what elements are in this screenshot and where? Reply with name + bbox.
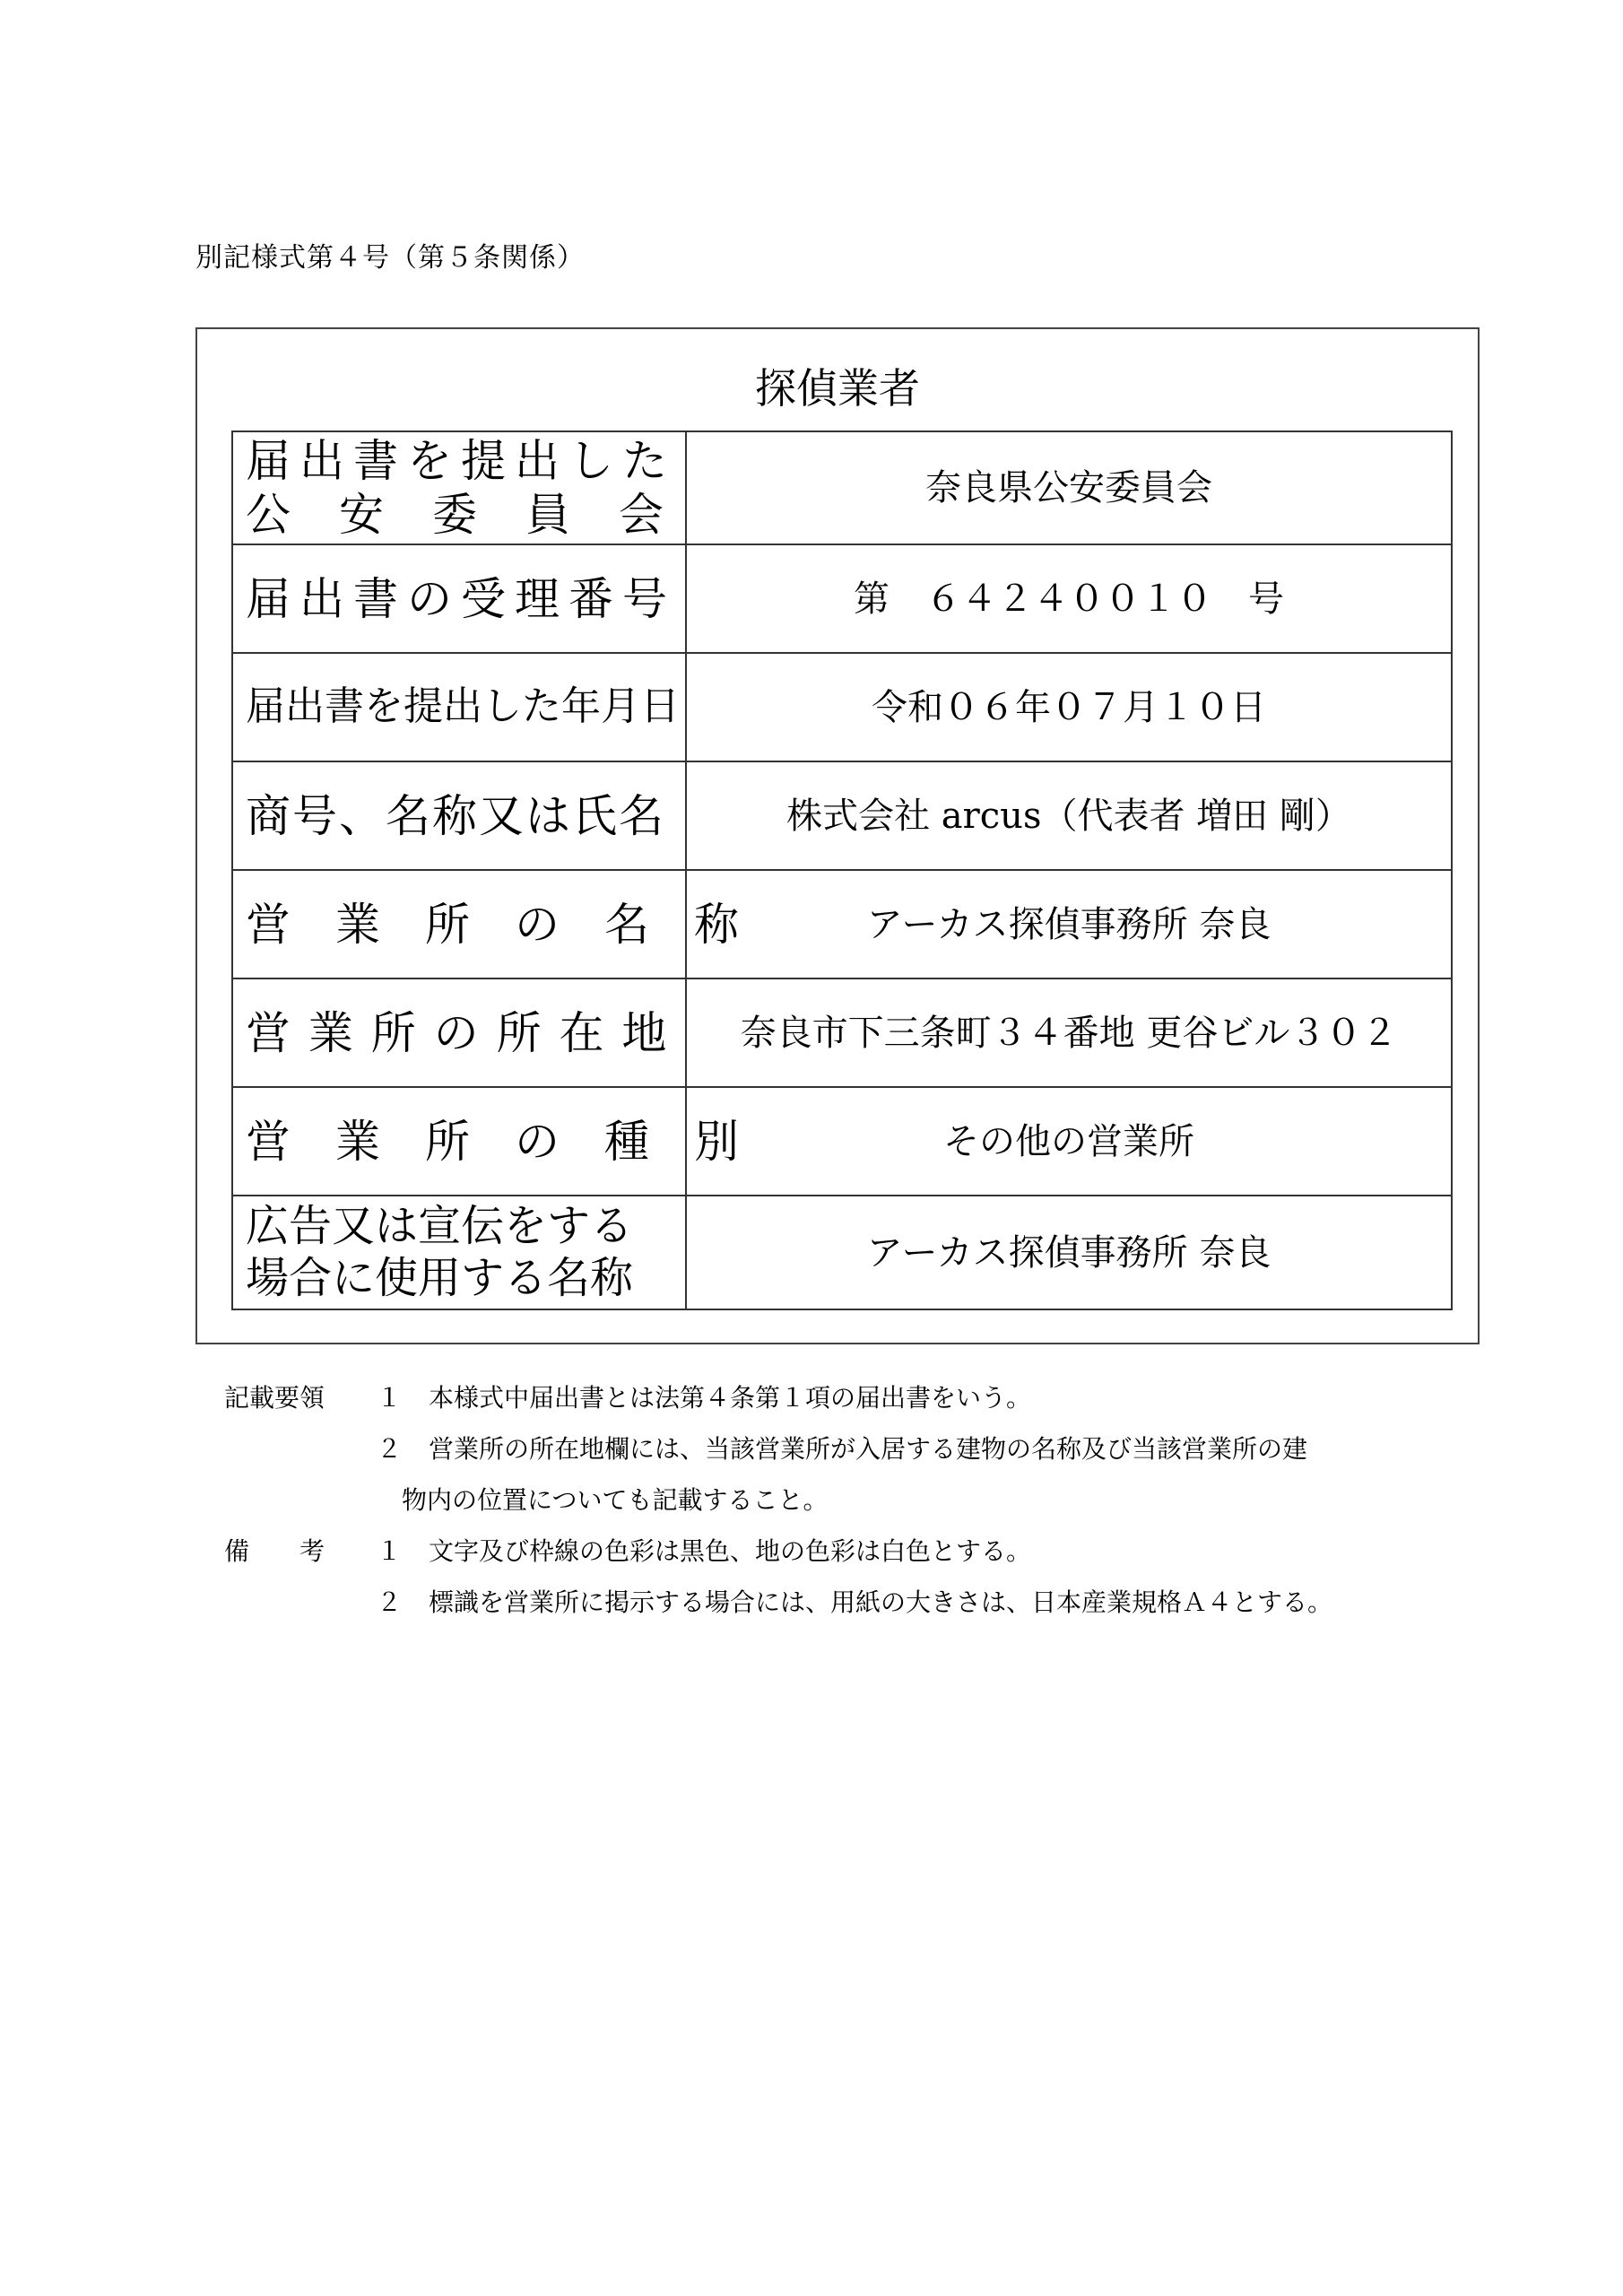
note-number: １ bbox=[377, 1536, 403, 1566]
note-number: １ bbox=[377, 1383, 403, 1413]
table-row bbox=[232, 761, 1452, 870]
note-text: 営業所の所在地欄には、当該営業所が入居する建物の名称及び当該営業所の建 bbox=[429, 1434, 1308, 1464]
table-row bbox=[232, 544, 1452, 653]
form-header: 別記様式第４号（第５条関係） bbox=[195, 242, 585, 274]
note-text: 本様式中届出書とは法第４条第１項の届出書をいう。 bbox=[429, 1383, 1032, 1413]
value-cell: アーカス探偵事務所 奈良 bbox=[686, 870, 1452, 978]
label-cell-submission-date bbox=[232, 653, 686, 761]
notes-heading-kisai: 記載要領 bbox=[224, 1383, 325, 1413]
row-label-line: 届出書を提出した bbox=[246, 435, 676, 487]
row-label-line: 営 業 所 の 種 別 bbox=[246, 1115, 739, 1168]
note-text: 文字及び枠線の色彩は黒色、地の色彩は白色とする。 bbox=[429, 1536, 1032, 1566]
table-row bbox=[232, 653, 1452, 761]
value-cell: アーカス探偵事務所 奈良 bbox=[686, 1196, 1452, 1309]
note-number: ２ bbox=[377, 1587, 403, 1617]
row-label-line: 広告又は宣伝をする bbox=[246, 1200, 634, 1251]
table-row bbox=[232, 978, 1452, 1087]
value-cell: 令和０６年０７月１０日 bbox=[686, 653, 1452, 761]
row-label-line: 届出書を提出した年月日 bbox=[246, 683, 680, 730]
label-cell-office-name bbox=[232, 870, 739, 978]
row-label-line: 届出書の受理番号 bbox=[246, 572, 676, 625]
table-row bbox=[232, 1087, 1452, 1196]
sign-table bbox=[231, 430, 1453, 1310]
row-label-line: 商号、名称又は氏名 bbox=[246, 789, 665, 842]
label-cell-commission bbox=[232, 431, 686, 544]
label-cell-office-type bbox=[232, 1087, 739, 1196]
row-label-line: 場合に使用する名称 bbox=[246, 1252, 634, 1303]
note-text: 標識を営業所に掲示する場合には、用紙の大きさは、日本産業規格Ａ４とする。 bbox=[429, 1587, 1333, 1617]
value-cell: 株式会社 arcus（代表者 増田 剛） bbox=[686, 761, 1452, 870]
sign-title: 探偵業者 bbox=[755, 364, 920, 413]
note-number: ２ bbox=[377, 1434, 403, 1464]
label-cell-trade-name bbox=[232, 761, 686, 870]
label-cell-office-address bbox=[232, 978, 686, 1087]
sign-frame bbox=[195, 327, 1480, 1344]
value-cell: 奈良県公安委員会 bbox=[686, 431, 1452, 544]
table-row bbox=[232, 431, 1452, 544]
notes-heading-bikou: 備 考 bbox=[224, 1536, 325, 1566]
row-label-line: 公 安 委 員 会 bbox=[246, 489, 665, 541]
note-text-continuation: 物内の位置についても記載すること。 bbox=[402, 1485, 829, 1515]
table-row bbox=[232, 1196, 1452, 1309]
table-row bbox=[232, 870, 1452, 978]
row-label-line: 営 業 所 の 所 在 地 bbox=[246, 1006, 669, 1059]
value-cell: その他の営業所 bbox=[686, 1087, 1452, 1196]
label-cell-receipt-number bbox=[232, 544, 686, 653]
row-label-line: 営 業 所 の 名 称 bbox=[246, 898, 739, 951]
label-cell-advertising-name bbox=[232, 1196, 686, 1309]
value-cell: 第 ６４２４００１０ 号 bbox=[686, 544, 1452, 653]
value-cell: 奈良市下三条町３４番地 更谷ビル３０２ bbox=[686, 978, 1452, 1087]
